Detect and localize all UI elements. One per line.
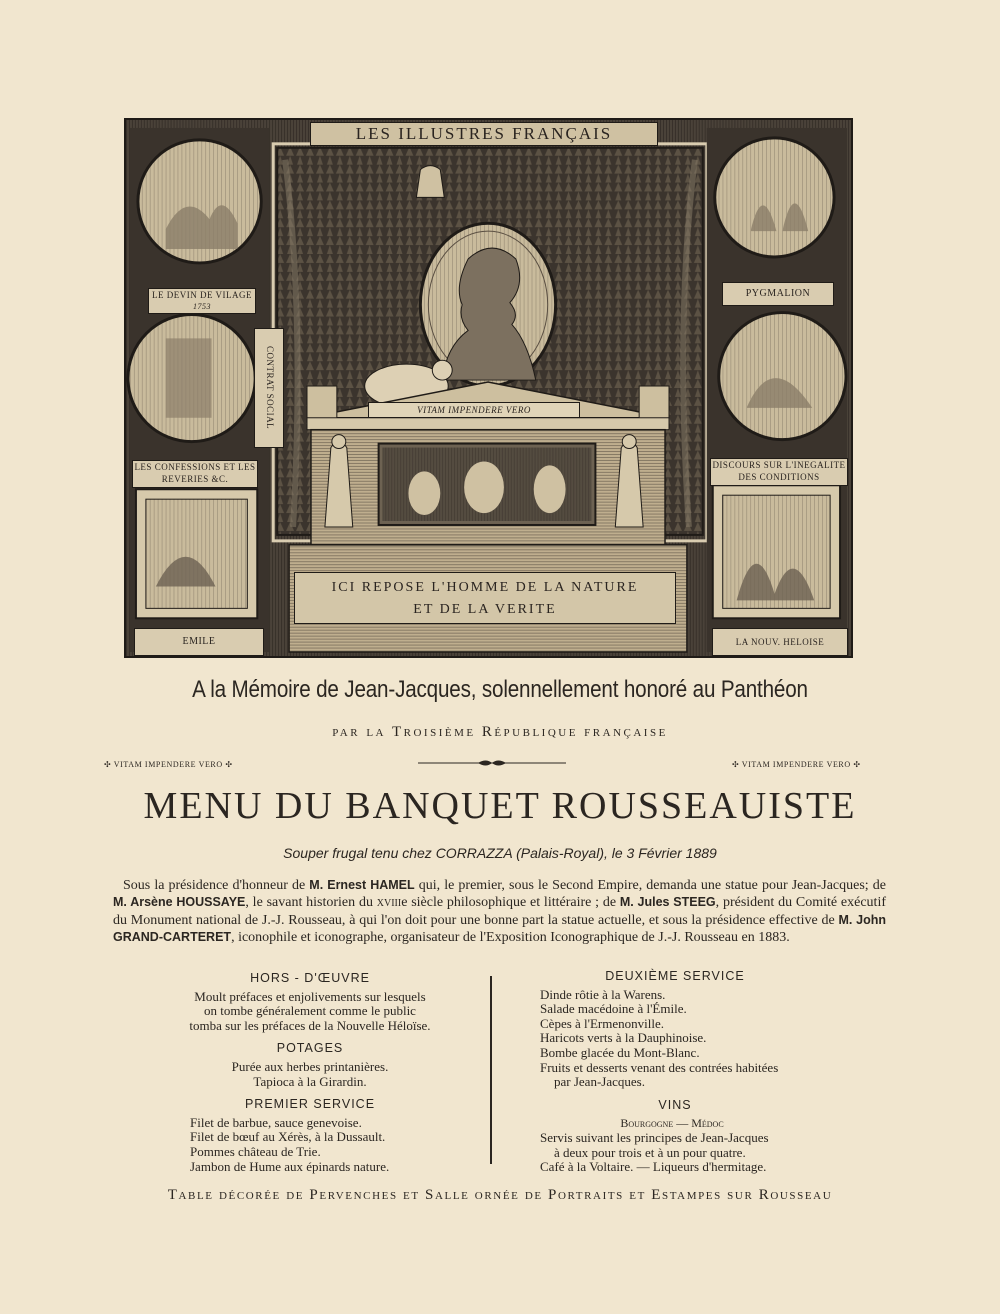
- intro-text-4: e siècle philosophique et littéraire ; de: [401, 895, 620, 911]
- premier-service-title: PREMIER SERVICE: [244, 1097, 376, 1112]
- hors-line-3: tomba sur les préfaces de la Nouvelle Héloïse.: [189, 1017, 431, 1033]
- devin-caption: [148, 288, 256, 314]
- deuxieme-item-3: Cèpes à l'Ermenonville.: [540, 1015, 665, 1031]
- pygmalion-label: PYGMALION: [745, 288, 811, 299]
- name-houssaye: M. Arsène HOUSSAYE: [113, 895, 246, 910]
- intro-text-1: Sous la présidence d'honneur de: [123, 878, 310, 893]
- vitam-motto-left: ✣ VITAM IMPENDERE VERO ✣: [104, 760, 233, 769]
- deuxieme-item-7: par Jean-Jacques.: [554, 1074, 645, 1090]
- engraving-title-plate: LES ILLUSTRES FRANÇAIS: [310, 122, 658, 146]
- contrat-social-caption: CONTRAT SOCIAL: [254, 328, 284, 448]
- vins-subtitle: Bourgogne — Médoc: [620, 1116, 724, 1131]
- hors-doeuvre-section: [150, 971, 470, 1033]
- hors-doeuvre-title: HORS - D'ŒUVRE: [250, 971, 370, 985]
- devin-year: 1753: [193, 302, 211, 311]
- premier-item-2: Filet de bœuf au Xérès, à la Dussault.: [190, 1129, 386, 1145]
- tomb-inscription-line1: ICI REPOSE L'HOMME DE LA NATURE: [331, 580, 639, 595]
- potage-item-1: Purée aux herbes printanières.: [231, 1058, 389, 1074]
- vins-section: [540, 1098, 870, 1175]
- column-divider: [490, 976, 492, 1164]
- intro-text-2: qui, le premier, sous le Second Empire, demanda une statue pour Jean-Jacques; de: [414, 878, 886, 893]
- menu-title: MENU DU BANQUET ROUSSEAUISTE: [143, 785, 857, 827]
- memoire-heading: A la Mémoire de Jean-Jacques, solennellement honoré au Panthéon: [192, 676, 808, 703]
- deuxieme-service-title: DEUXIÈME SERVICE: [605, 969, 745, 983]
- par-subheading: par la Troisième République française: [332, 724, 668, 740]
- ornamental-rule: [418, 757, 566, 769]
- premier-item-3: Pommes château de Trie.: [190, 1143, 321, 1159]
- menu-right-column: [540, 969, 870, 1183]
- premier-item-4: Jambon de Hume aux épinards nature.: [190, 1158, 390, 1174]
- intro-paragraph: [113, 877, 886, 947]
- deuxieme-item-4: Haricots verts à la Dauphinoise.: [540, 1030, 707, 1046]
- heloise-caption: LA NOUV. HELOISE: [712, 628, 848, 656]
- decoration-footer: Table décorée de Pervenches et Salle ornée de Portraits et Estampes sur Rousseau: [167, 1187, 833, 1203]
- deuxieme-service-section: [540, 969, 870, 1090]
- intro-text-6: , iconophile et iconographe, organisateur de l'Exposition Iconographique de J.-J. Rousseau en 1883.: [231, 930, 790, 946]
- vitam-motto-right: ✣ VITAM IMPENDERE VERO ✣: [732, 760, 861, 769]
- vins-line-3: Café à la Voltaire. — Liqueurs d'hermitage.: [540, 1159, 767, 1175]
- potages-title: POTAGES: [276, 1041, 344, 1056]
- potage-item-2: Tapioca à la Girardin.: [253, 1073, 367, 1089]
- deuxieme-item-5: Bombe glacée du Mont-Blanc.: [540, 1044, 700, 1060]
- premier-service-section: [150, 1097, 470, 1174]
- name-hamel: M. Ernest HAMEL: [309, 878, 415, 892]
- vins-line-1: Servis suivant les principes de Jean-Jacques: [540, 1129, 769, 1145]
- pygmalion-caption: [722, 282, 834, 306]
- deuxieme-item-2: Salade macédoine à l'Émile.: [540, 1001, 687, 1017]
- vitam-pediment-inscription: VITAM IMPENDERE VERO: [368, 402, 580, 418]
- potages-section: [150, 1041, 470, 1089]
- deuxieme-item-1: Dinde rôtie à la Warens.: [540, 986, 666, 1002]
- hors-line-2: on tombe généralement comme le public: [204, 1003, 416, 1019]
- name-steeg: M. Jules STEEG: [619, 895, 716, 910]
- emile-caption: EMILE: [134, 628, 264, 656]
- vins-line-2: à deux pour trois et à un pour quatre.: [554, 1144, 746, 1160]
- tomb-inscription: [294, 572, 676, 624]
- souper-subtitle: Souper frugal tenu chez CORRAZZA (Palais-Royal), le 3 Février 1889: [283, 845, 717, 861]
- premier-service-list: [150, 1116, 470, 1174]
- engraving-illustration: [124, 118, 853, 658]
- intro-text-5: , président du Comité exécutif du Monument national de J.-J. Rousseau, à qui l'on doit pour une bonne part la statue actuelle, et sous la présidence effective de: [113, 895, 886, 928]
- menu-left-column: [150, 971, 470, 1182]
- name-grand-carteret: M. John GRAND-CARTERET: [113, 912, 886, 945]
- discours-caption: DISCOURS SUR L'INEGALITE DES CONDITIONS: [710, 458, 848, 486]
- hors-line-1: Moult préfaces et enjolivements sur lesquels: [194, 988, 426, 1004]
- vins-title: VINS: [658, 1097, 692, 1112]
- intro-text-3: , le savant historien du: [245, 895, 377, 911]
- confessions-caption: LES CONFESSIONS ET LES REVERIES &C.: [132, 460, 258, 488]
- devin-label: LE DEVIN DE VILAGE: [151, 290, 253, 300]
- deuxieme-item-6: Fruits et desserts venant des contrées habitées: [540, 1059, 779, 1075]
- premier-item-1: Filet de barbue, sauce genevoise.: [190, 1114, 362, 1130]
- intro-century: xviii: [376, 895, 402, 911]
- tomb-inscription-line2: ET DE LA VERITE: [413, 602, 557, 617]
